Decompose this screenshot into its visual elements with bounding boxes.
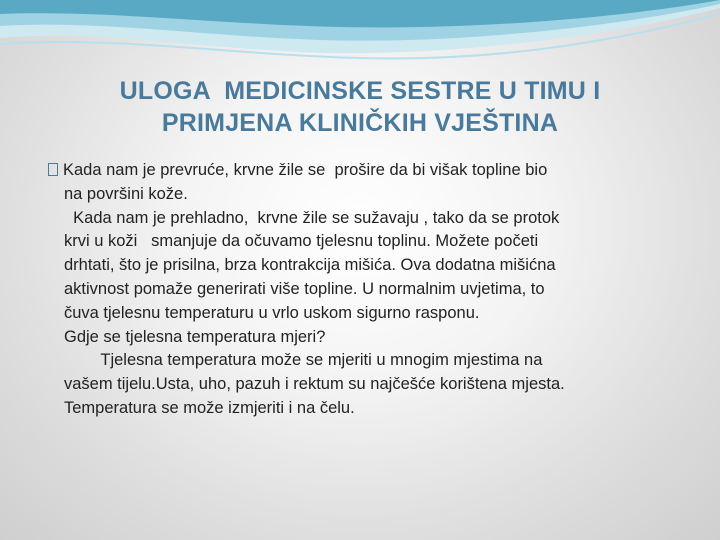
body-line: vašem tijelu.Usta, uho, pazuh i rektum su najčešće korištena mjesta. [64, 375, 565, 394]
body-line: Gdje se tjelesna temperatura mjeri? [64, 327, 326, 346]
body-line: aktivnost pomaže generirati više topline. U normalnim uvjetima, to [64, 279, 545, 298]
slide-title-line: ULOGA MEDICINSKE SESTRE U TIMU I [119, 77, 601, 105]
slide-title [60, 75, 660, 139]
slide-title-line: PRIMJENA KLINIČKIH VJEŠTINA [161, 109, 559, 137]
header-wave-decoration [0, 0, 720, 75]
body-line-text: Kada nam je prevruće, krvne žile se prošire da bi višak topline bio [63, 161, 548, 179]
body-line [48, 159, 698, 183]
square-bullet-icon [48, 163, 58, 176]
body-line: na površini kože. [64, 184, 188, 203]
body-line: Tjelesna temperatura može se mjeriti u mnogim mjestima na [64, 351, 543, 370]
body-line: krvi u koži smanjuje da očuvamo tjelesnu toplinu. Možete početi [64, 232, 539, 251]
body-line: Temperatura se može izmjeriti i na čelu. [64, 398, 355, 417]
slide-body [48, 159, 698, 421]
body-line: Kada nam je prehladno, krvne žile se sužavaju , tako da se protok [64, 208, 560, 227]
body-line: čuva tjelesnu temperaturu u vrlo uskom sigurno rasponu. [64, 303, 480, 322]
body-line: drhtati, što je prisilna, brza kontrakcija mišića. Ova dodatna mišićna [64, 256, 556, 275]
